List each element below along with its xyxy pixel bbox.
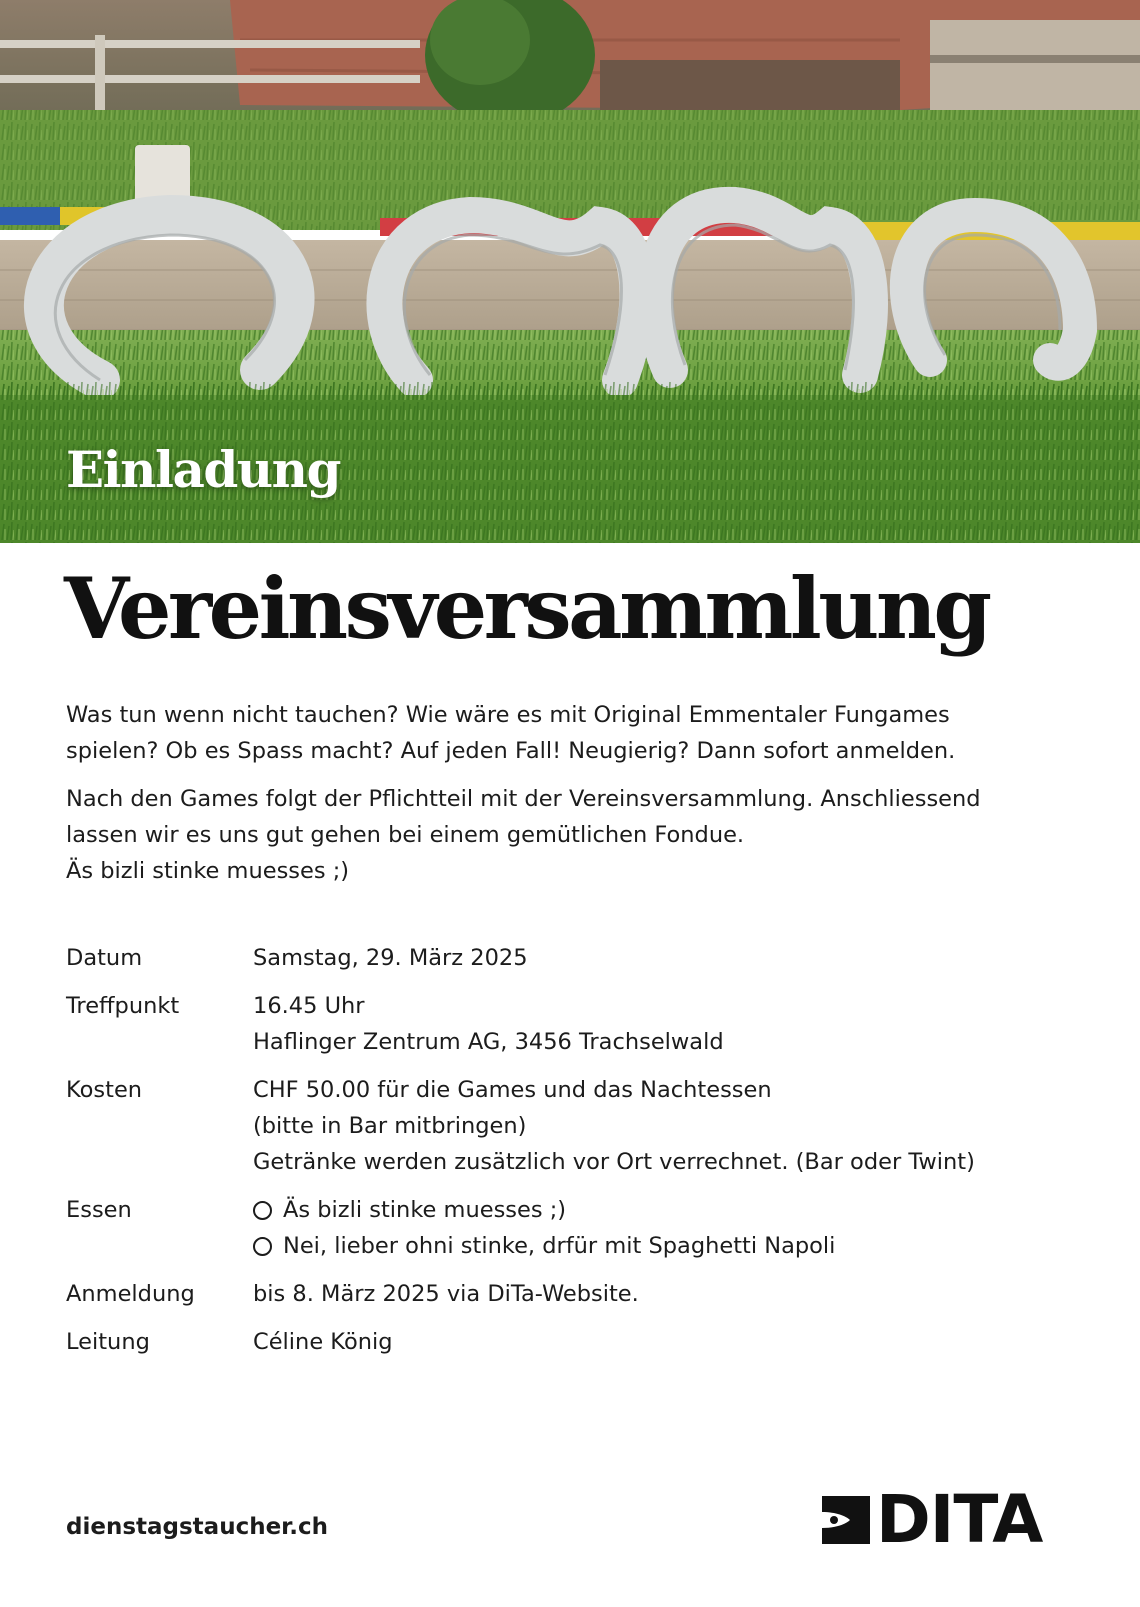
detail-row-kosten: [66, 1072, 1086, 1180]
intro-text: [66, 697, 1086, 901]
invitation-title: Einladung: [66, 440, 340, 499]
detail-row-leitung: [66, 1324, 1086, 1360]
detail-value: Céline König: [253, 1329, 393, 1355]
detail-value: [253, 988, 724, 1060]
detail-label: Datum: [66, 945, 143, 971]
essen-option-spaghetti[interactable]: [253, 1228, 835, 1264]
hero-photo: [0, 0, 1140, 543]
detail-value: [253, 1072, 975, 1180]
detail-label: Anmeldung: [66, 1281, 195, 1307]
detail-line: 16.45 Uhr: [253, 993, 365, 1019]
detail-line: Haflinger Zentrum AG, 3456 Trachselwald: [253, 1029, 724, 1055]
detail-label: Leitung: [66, 1329, 150, 1355]
detail-value: Samstag, 29. März 2025: [253, 945, 528, 971]
intro-paragraph: [66, 697, 1086, 769]
option-label: Äs bizli stinke muesses ;): [283, 1197, 567, 1223]
event-details: [66, 940, 1086, 1372]
detail-label: Treffpunkt: [66, 993, 180, 1019]
dita-logo: [820, 1481, 1043, 1558]
intro-line: spielen? Ob es Spass macht? Auf jeden Fall! Neugierig? Dann sofort anmelden.: [66, 738, 956, 764]
radio-circle-icon[interactable]: [253, 1237, 272, 1256]
fish-logo-icon: [820, 1494, 872, 1546]
radio-circle-icon[interactable]: [253, 1201, 272, 1220]
detail-row-treffpunkt: [66, 988, 1086, 1060]
detail-label: Essen: [66, 1197, 132, 1223]
intro-line: lassen wir es uns gut gehen bei einem gemütlichen Fondue.: [66, 822, 745, 848]
detail-line: Getränke werden zusätzlich vor Ort verrechnet. (Bar oder Twint): [253, 1149, 975, 1175]
logo-text: DITA: [876, 1481, 1043, 1558]
detail-label: Kosten: [66, 1077, 143, 1103]
intro-paragraph: [66, 781, 1086, 889]
detail-line: CHF 50.00 für die Games und das Nachtessen: [253, 1077, 772, 1103]
detail-row-essen: [66, 1192, 1086, 1264]
intro-line: Was tun wenn nicht tauchen? Wie wäre es mit Original Emmentaler Fungames: [66, 702, 950, 728]
website-link[interactable]: dienstagstaucher.ch: [66, 1514, 328, 1540]
detail-line: (bitte in Bar mitbringen): [253, 1113, 527, 1139]
detail-row-datum: [66, 940, 1086, 976]
detail-value: [253, 1192, 835, 1264]
intro-line: Nach den Games folgt der Pflichtteil mit der Vereinsversammlung. Anschliessend: [66, 786, 981, 812]
detail-value: bis 8. März 2025 via DiTa-Website.: [253, 1281, 639, 1307]
page-title: Vereinsversammlung: [64, 559, 989, 658]
detail-row-anmeldung: [66, 1276, 1086, 1312]
option-label: Nei, lieber ohni stinke, drfür mit Spaghetti Napoli: [283, 1233, 836, 1259]
intro-line: Äs bizli stinke muesses ;): [66, 858, 350, 884]
essen-option-fondue[interactable]: [253, 1192, 835, 1228]
